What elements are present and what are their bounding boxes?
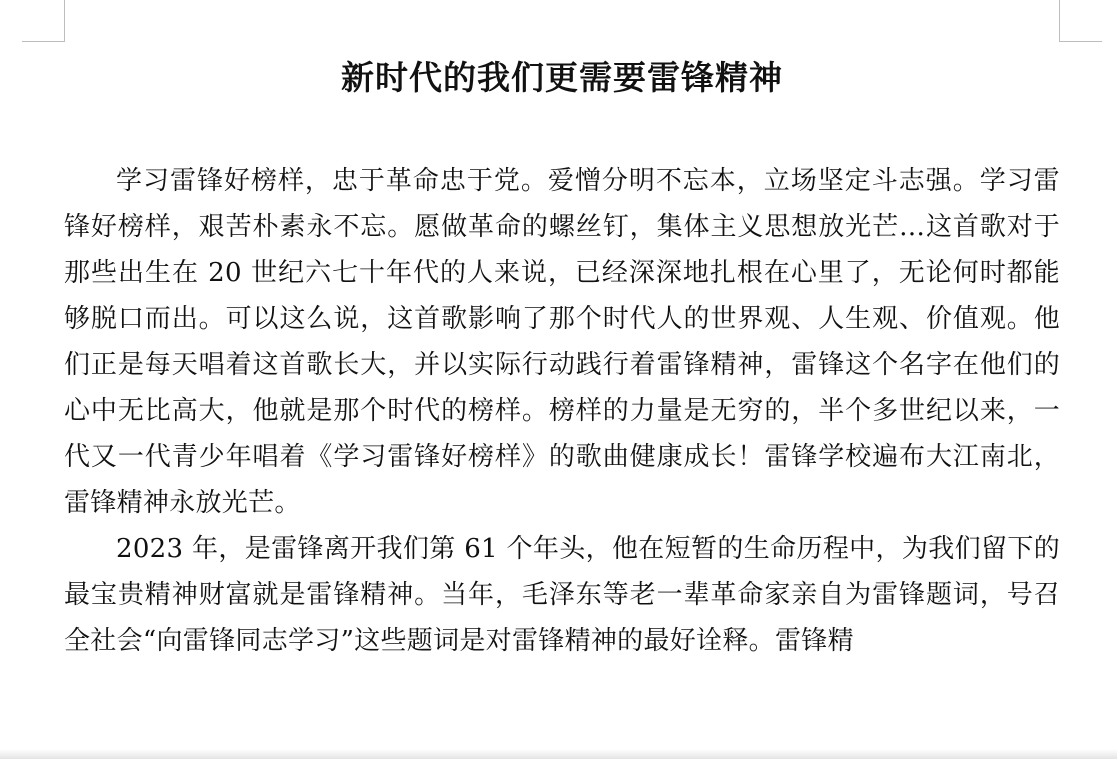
corner-mark-top-left-vertical <box>64 0 65 42</box>
page-bottom-edge <box>0 749 1117 759</box>
paragraph-1: 学习雷锋好榜样，忠于革命忠于党。爱憎分明不忘本，立场坚定斗志强。学习雷锋好榜样，艰苦朴素永不忘。愿做革命的螺丝钉，集体主义思想放光芒…这首歌对于那些出生在 20 世纪六七十年代的人来说，已经深深地扎根在心里了，无论何时都能够脱口而出。可以这么说，这首歌影响了那个时代人的世界观、人生观、价值观。他们正是每天唱着这首歌长大，并以实际行动践行着雷锋精神，雷锋这个名字在他们的心中无比高大，他就是那个时代的榜样。榜样的力量是无穷的，半个多世纪以来，一代又一代青少年唱着《学习雷锋好榜样》的歌曲健康成长！雷锋学校遍布大江南北，雷锋精神永放光芒。 <box>64 166 1060 518</box>
corner-mark-top-right-vertical <box>1059 0 1060 42</box>
corner-mark-top-right-horizontal <box>1059 41 1102 42</box>
document-body[interactable] <box>64 158 1060 664</box>
paragraph-2: 2023 年，是雷锋离开我们第 61 个年头，他在短暂的生命历程中，为我们留下的最宝贵精神财富就是雷锋精神。当年，毛泽东等老一辈革命家亲自为雷锋题词，号召全社会“向雷锋同志学习”这些题词是对雷锋精神的最好诠释。雷锋精 <box>64 534 1060 656</box>
corner-mark-top-left-horizontal <box>22 41 65 42</box>
document-title: 新时代的我们更需要雷锋精神 <box>341 58 783 97</box>
